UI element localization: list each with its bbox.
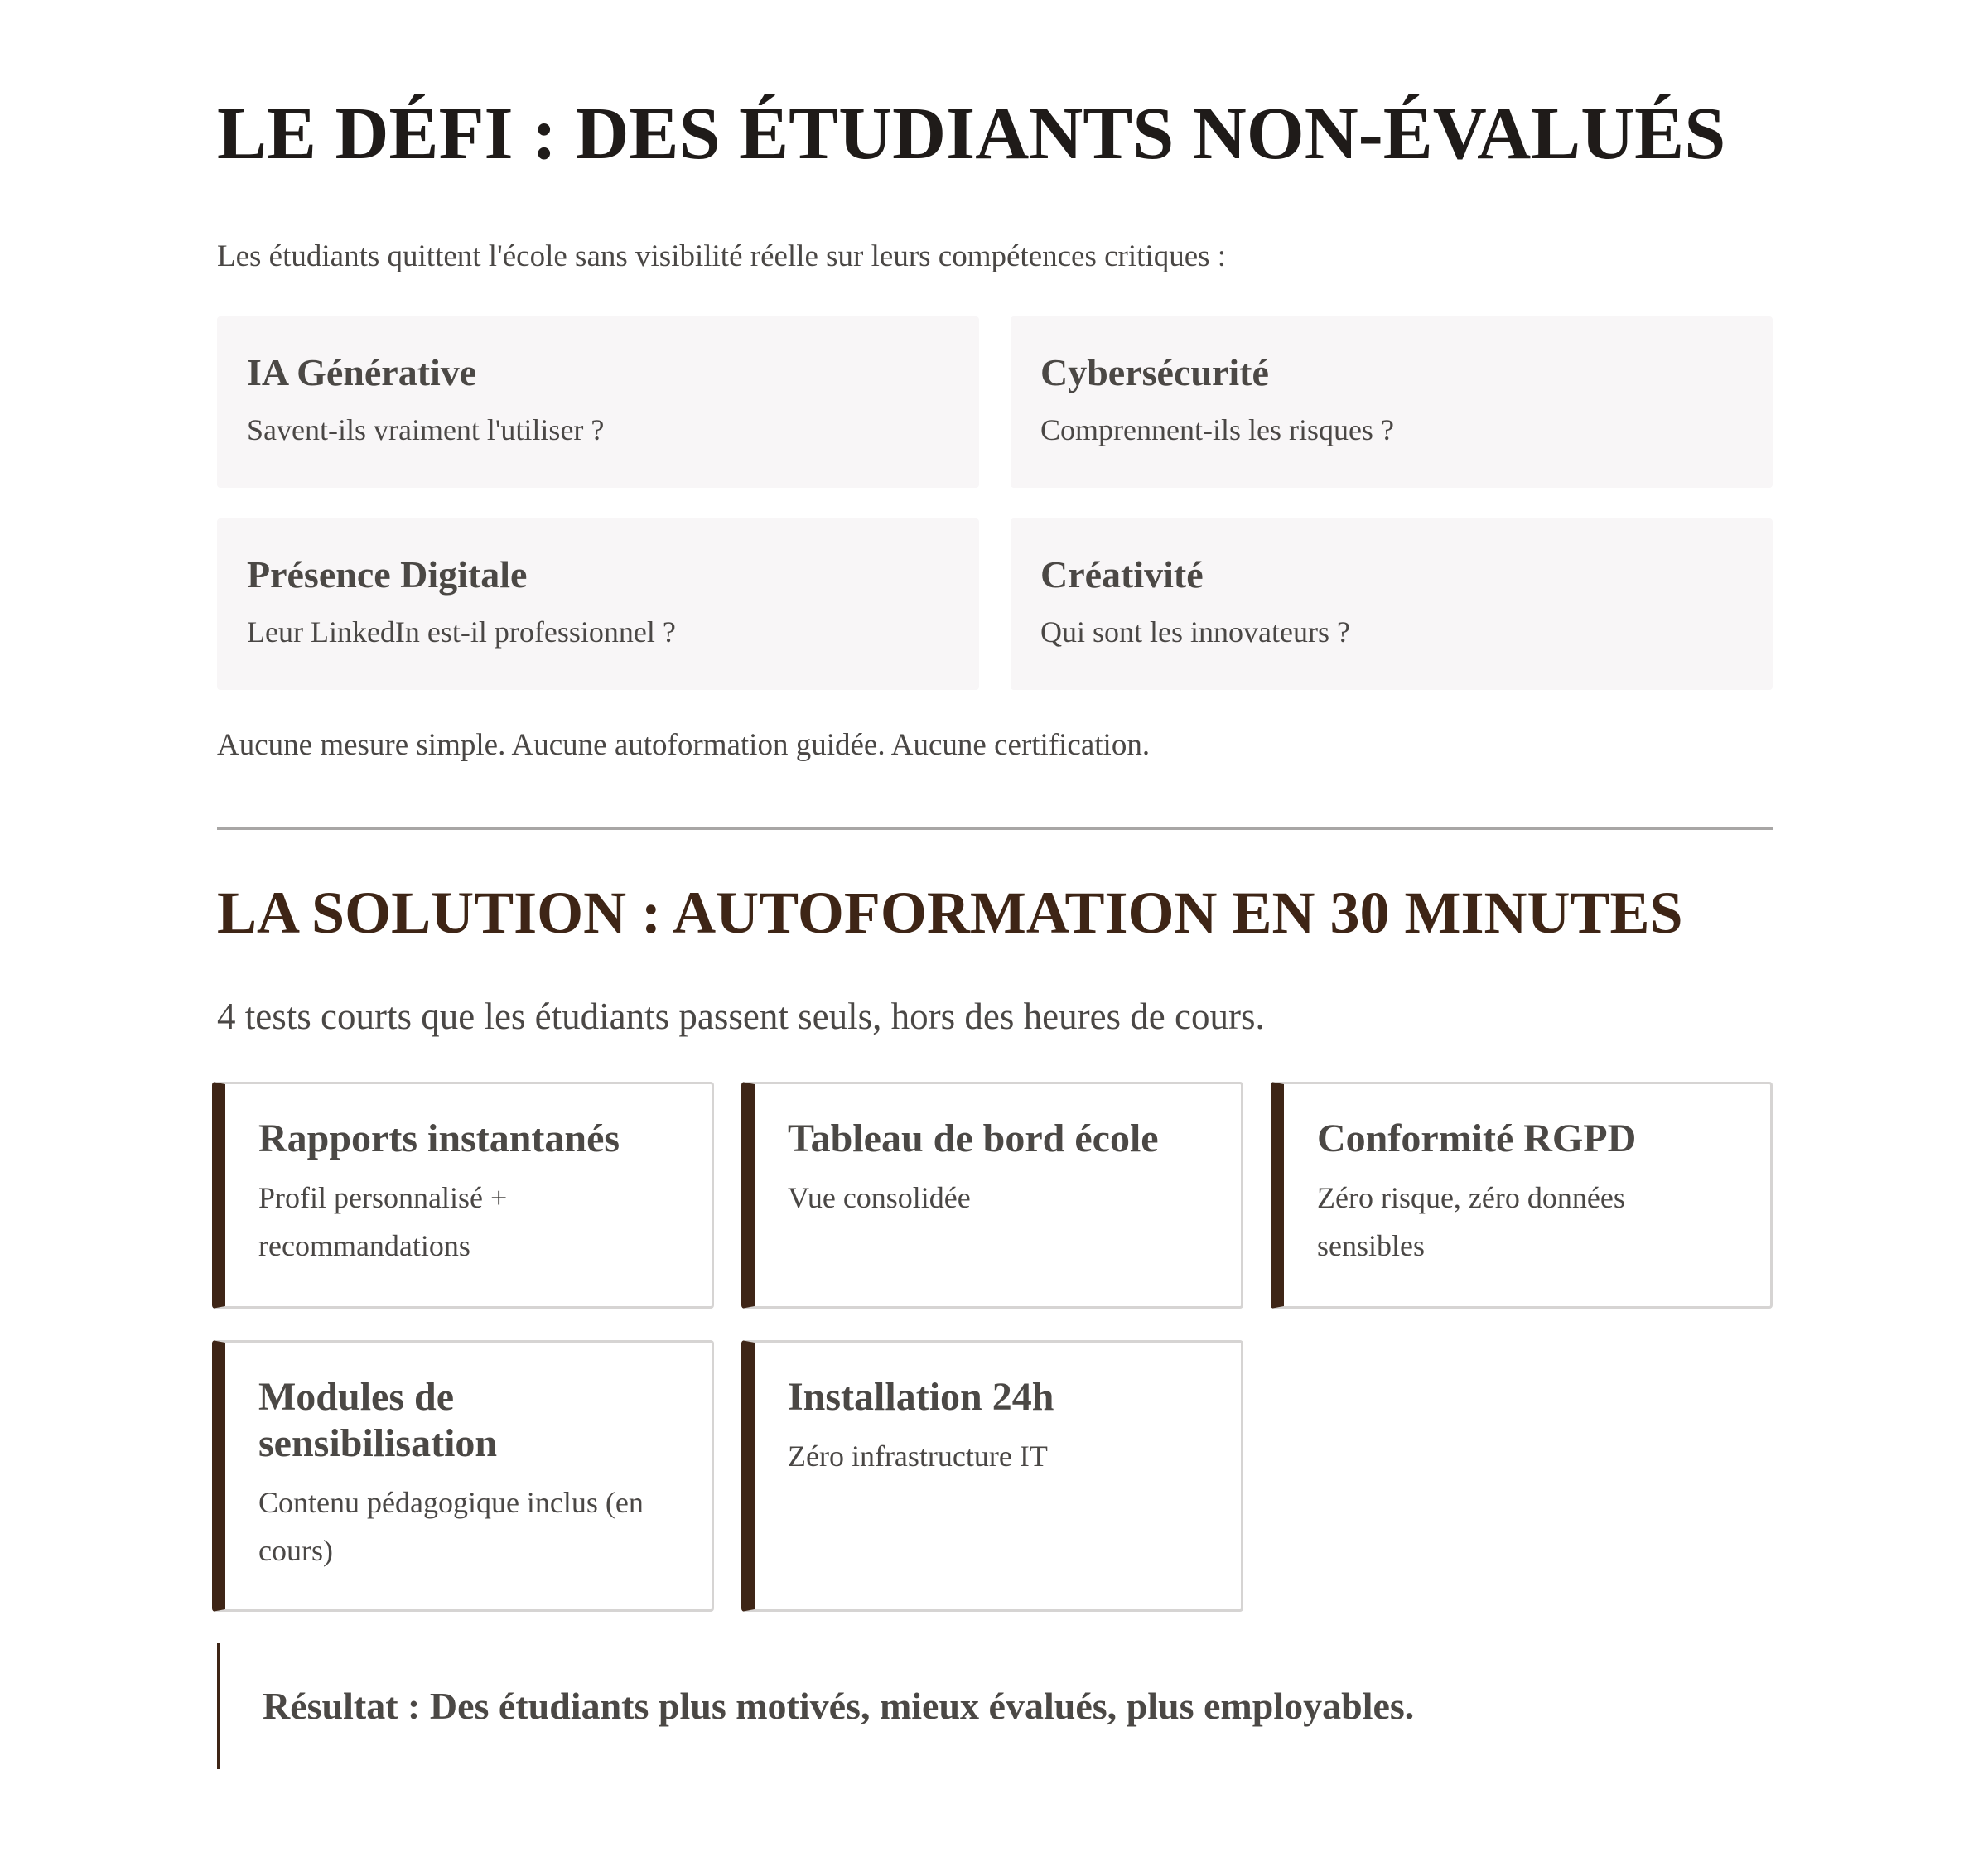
feature-card-gdpr — [1271, 1082, 1773, 1309]
challenge-intro: Les étudiants quittent l'école sans visibilité réelle sur leurs compétences critiques : — [217, 239, 1227, 273]
challenge-card-desc: Leur LinkedIn est-il professionnel ? — [247, 615, 676, 649]
challenge-closing: Aucune mesure simple. Aucune autoformation guidée. Aucune certification. — [217, 728, 1151, 762]
challenge-card-desc: Savent-ils vraiment l'utiliser ? — [247, 413, 605, 446]
challenge-grid — [217, 316, 1773, 690]
feature-card-title: Modules de sensibilisation — [258, 1375, 498, 1465]
feature-card-dashboard — [741, 1082, 1243, 1309]
challenge-card-cyber — [1011, 316, 1773, 488]
challenge-card-title: Créativité — [1040, 553, 1204, 596]
section-divider — [217, 827, 1773, 830]
result-text: Résultat : Des étudiants plus motivés, mieux évalués, plus employables. — [263, 1685, 1415, 1727]
challenge-card-digital — [217, 518, 979, 690]
challenge-card-desc: Qui sont les innovateurs ? — [1040, 615, 1350, 649]
feature-card-desc: Contenu pédagogique inclus (en cours) — [258, 1486, 644, 1567]
feature-card-title: Installation 24h — [788, 1375, 1054, 1419]
challenge-card-title: IA Générative — [247, 351, 477, 393]
feature-card-title: Conformité RGPD — [1317, 1117, 1637, 1160]
challenge-card-ia — [217, 316, 979, 488]
challenge-card-title: Cybersécurité — [1040, 351, 1269, 393]
challenge-heading: LE DÉFI : DES ÉTUDIANTS NON-ÉVALUÉS — [217, 93, 1726, 175]
feature-card-desc: Zéro infrastructure IT — [788, 1440, 1048, 1473]
feature-card-title: Rapports instantanés — [258, 1117, 620, 1160]
solution-heading: LA SOLUTION : AUTOFORMATION EN 30 MINUTES — [217, 880, 1683, 946]
feature-card-title: Tableau de bord école — [788, 1117, 1159, 1160]
feature-card-reports — [212, 1082, 714, 1309]
feature-card-modules — [212, 1340, 714, 1612]
challenge-card-desc: Comprennent-ils les risques ? — [1040, 413, 1394, 446]
solution-lead: 4 tests courts que les étudiants passent seuls, hors des heures de cours. — [217, 996, 1265, 1037]
feature-card-installation — [741, 1340, 1243, 1612]
challenge-card-title: Présence Digitale — [247, 553, 528, 596]
result-callout — [217, 1643, 1773, 1769]
feature-card-desc: Zéro risque, zéro données sensibles — [1317, 1181, 1625, 1262]
feature-grid — [212, 1082, 1773, 1612]
challenge-card-creativity — [1011, 518, 1773, 690]
feature-card-desc: Profil personnalisé + recommandations — [258, 1181, 508, 1262]
feature-card-desc: Vue consolidée — [788, 1181, 971, 1214]
